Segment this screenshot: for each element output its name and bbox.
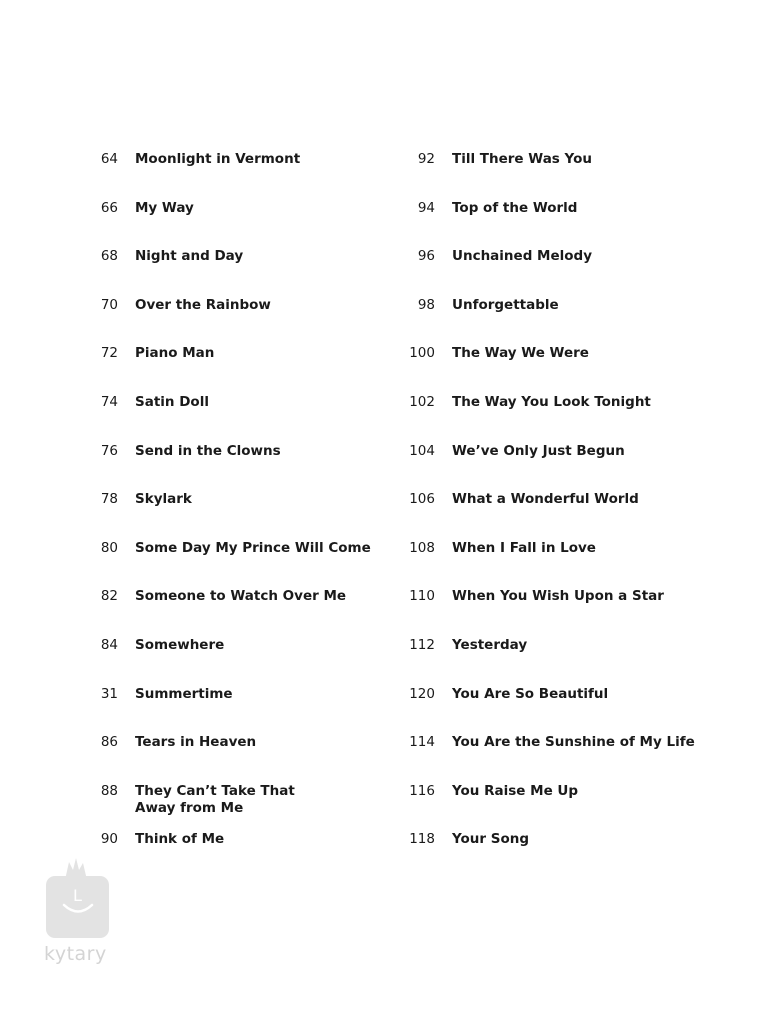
toc-entry [90,248,390,297]
toc-entry [400,734,730,783]
toc-entry [90,783,390,832]
toc-entry [400,491,730,540]
song-title: Piano Man [135,345,215,362]
toc-entry [90,297,390,346]
page-number: 110 [409,588,435,605]
song-title: You Are the Sunshine of My Life [452,734,695,751]
page-number: 86 [100,734,118,751]
toc-entry [90,588,390,637]
watermark-text: kytary [44,943,107,965]
page-number: 104 [409,442,435,459]
song-title: Yesterday [452,636,528,653]
page-number: 31 [100,685,118,702]
toc-entry [90,686,390,735]
page-number: 64 [100,151,118,167]
song-title: The Way You Look Tonight [452,393,651,410]
page-number: 78 [100,491,118,508]
song-title: Some Day My Prince Will Come [135,539,371,556]
logo-letter: L [73,886,82,905]
page-number: 118 [409,831,435,848]
toc-column-left [90,151,390,880]
toc-column-right [400,151,730,880]
song-title: When You Wish Upon a Star [452,588,664,605]
page-number: 120 [409,685,435,702]
logo-smile-icon [62,902,94,916]
page-number: 66 [100,199,118,216]
toc-entry [400,345,730,394]
song-title: We’ve Only Just Begun [452,442,625,459]
kytary-watermark [43,858,115,970]
song-title: My Way [135,199,194,216]
song-title: Your Song [452,831,530,848]
toc-entry [90,831,390,880]
toc-entry [90,734,390,783]
page-number: 112 [409,636,435,653]
song-title: Till There Was You [452,151,592,167]
toc-entry [90,151,390,200]
page-number: 116 [409,782,435,799]
song-title: Tears in Heaven [135,734,257,751]
toc-entry [400,394,730,443]
song-title: Summertime [135,685,233,702]
toc-entry [400,686,730,735]
song-title: You Raise Me Up [452,782,579,799]
toc-entry [90,345,390,394]
toc-entry [400,831,730,880]
song-title: Someone to Watch Over Me [135,588,347,605]
page-number: 98 [417,296,435,313]
toc-entry [90,540,390,589]
page-number: 114 [409,734,435,751]
toc-entry [400,297,730,346]
page-number: 88 [100,782,118,799]
song-title: The Way We Were [452,345,589,362]
toc-entry [400,151,730,200]
page-number: 90 [100,831,118,848]
song-title: Over the Rainbow [135,296,271,313]
song-title: Night and Day [135,248,244,265]
page-number: 92 [417,151,435,167]
song-title: Unforgettable [452,296,559,313]
toc-entry [400,443,730,492]
page-number: 94 [417,199,435,216]
page-number: 76 [100,442,118,459]
song-title: When I Fall in Love [452,539,596,556]
toc-entry [400,540,730,589]
page-number: 96 [417,248,435,265]
page-number: 102 [409,393,435,410]
page-number: 84 [100,636,118,653]
toc-entry [400,248,730,297]
toc-entry [400,588,730,637]
song-title: They Can’t Take That Away from Me [135,782,295,816]
song-title: Send in the Clowns [135,442,281,459]
song-title: You Are So Beautiful [452,685,609,702]
toc-entry [90,394,390,443]
song-title: What a Wonderful World [452,491,639,508]
page-number: 100 [409,345,435,362]
page-number: 68 [100,248,118,265]
song-title: Top of the World [452,199,578,216]
page-number: 108 [409,539,435,556]
toc-entry [90,491,390,540]
song-title: Moonlight in Vermont [135,151,301,167]
song-title: Think of Me [135,831,225,848]
toc-entry [400,783,730,832]
page-number: 70 [100,296,118,313]
toc-entry [400,637,730,686]
toc-entry [90,200,390,249]
page-number: 74 [100,393,118,410]
page-number: 106 [409,491,435,508]
song-title: Somewhere [135,636,225,653]
toc-entry [90,637,390,686]
song-title: Unchained Melody [452,248,593,265]
song-title: Skylark [135,491,192,508]
page-number: 72 [100,345,118,362]
toc-entry [400,200,730,249]
toc-entry [90,443,390,492]
song-title: Satin Doll [135,393,209,410]
page-number: 82 [100,588,118,605]
page-number: 80 [100,539,118,556]
